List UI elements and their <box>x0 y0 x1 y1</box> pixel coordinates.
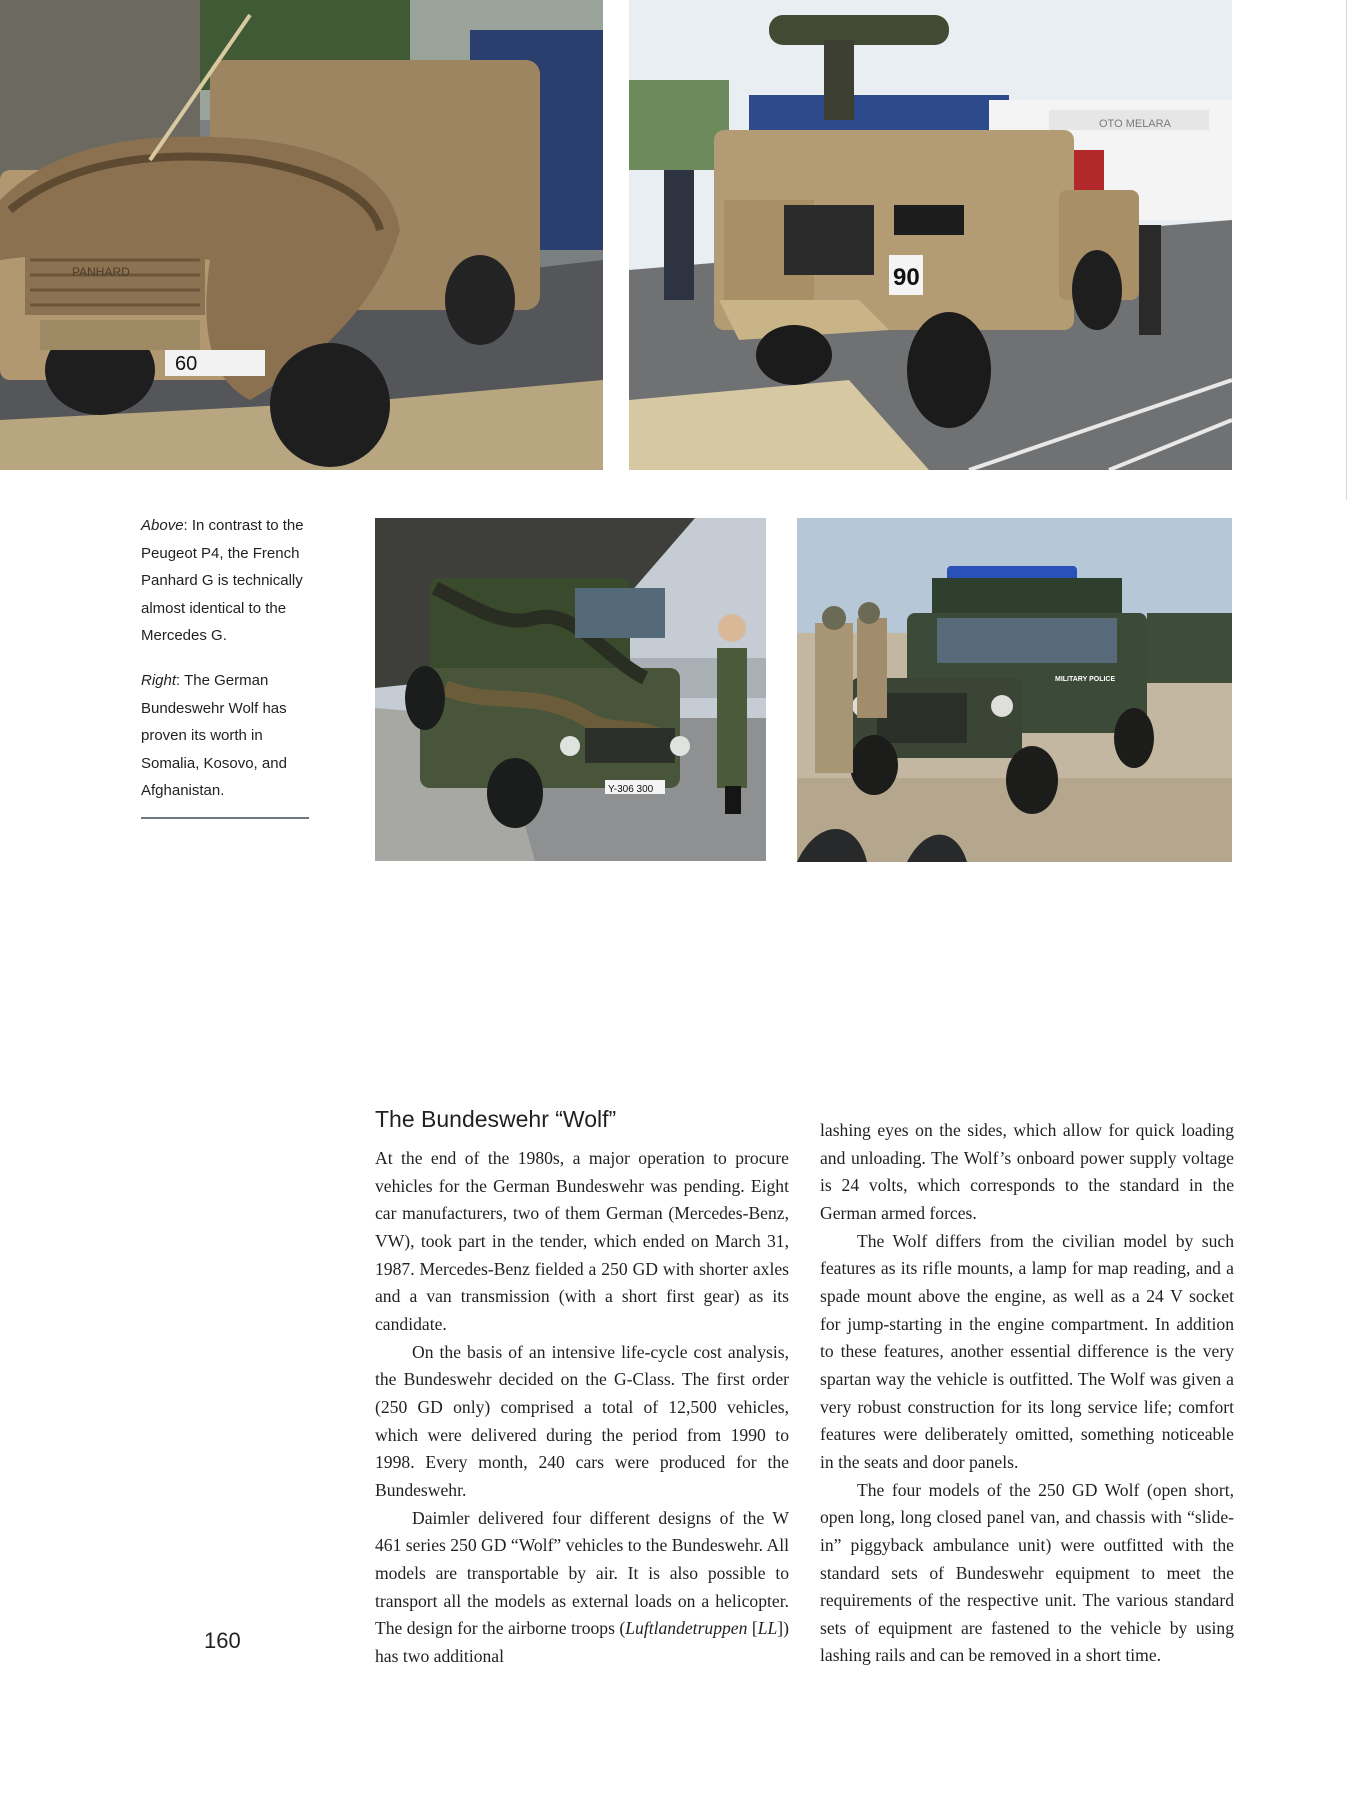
paragraph-italic-term: Luftlandetruppen <box>625 1618 748 1639</box>
paragraph-text: ]) has two additional <box>375 1618 789 1666</box>
article-column-left <box>375 1145 789 1670</box>
caption-above-label: Above <box>141 517 184 534</box>
section-title: The Bundeswehr “Wolf” <box>375 1106 617 1132</box>
caption-above-text: : In contrast to the Peugeot P4, the French Panhard G is technically almost identical to the Mercedes G. <box>141 517 304 645</box>
tl-plate-text: 60 <box>175 353 198 375</box>
paragraph-text: Daimler delivered four different designs of the W 461 series 250 GD “Wolf” vehicles to the Bundeswehr. All models are transportable by air. It is also possible to transport all the models as external loads on a helicopter. The design for the airborne troops ( <box>375 1507 789 1639</box>
br-door-text: MILITARY POLICE <box>1055 676 1116 683</box>
article-paragraph <box>375 1505 789 1671</box>
page-number: 160 <box>204 1628 241 1653</box>
paragraph-italic-abbrev: LL <box>757 1618 778 1639</box>
caption-right-text: : The German Bundeswehr Wolf has proven its worth in Somalia, Kosovo, and Afghanistan. <box>141 671 287 800</box>
article-column-right <box>820 1117 1234 1670</box>
photo-captions <box>141 512 311 822</box>
article-paragraph: At the end of the 1980s, a major operation to procure vehicles for the German Bundeswehr was pending. Eight car manufacturers, two of them German (Mercedes-Benz, VW), took part in the tender, which ended on March 31, 1987. Mercedes-Benz fielded a 250 GD with shorter axles and a van transmission (with a short first gear) as its candidate. <box>375 1148 789 1334</box>
article-paragraph: lashing eyes on the sides, which allow for quick loading and unloading. The Wolf’s onboard power supply voltage is 24 volts, which corresponds to the standard in the German armed forces. <box>820 1120 1234 1223</box>
photo-wolf-aircraft-unloading <box>375 518 766 861</box>
tr-vehicle-number: 90 <box>893 264 920 291</box>
photo-panhard-camouflaged <box>0 0 603 470</box>
caption-right-label: Right <box>141 671 177 689</box>
bl-plate-text: Y-306 300 <box>608 784 654 795</box>
caption-divider <box>141 817 309 819</box>
article-paragraph: The Wolf differs from the civilian model by such features as its rifle mounts, a lamp for map reading, and a spade mount above the engine, as well as a 24 V socket for jump-starting in the engine compartment. In addition to these features, another essential difference is the very spartan way the vehicle is outfitted. The Wolf was given a very robust construction for its long service life; comfort features were deliberately omitted, something noticeable in the seats and door panels. <box>820 1230 1234 1472</box>
caption-above <box>141 512 311 650</box>
article-paragraph: The four models of the 250 GD Wolf (open short, open long, long closed panel van, and chassis with “slide-in” piggyback ambulance unit) were outfitted with the standard sets of Bundeswehr equipment to meet the requirements of the respective unit. The various standard sets of equipment are fastened to the vehicle by using lashing rails and can be removed in a short time. <box>820 1479 1234 1666</box>
article-paragraph: On the basis of an intensive life-cycle cost analysis, the Bundeswehr decided on the G-Class. The first order (250 GD only) comprised a total of 12,500 vehicles, which were delivered during the period from 1990 to 1998. Every month, 240 cars were produced for the Bundeswehr. <box>375 1341 789 1500</box>
caption-right <box>141 667 311 805</box>
paragraph-text: [ <box>747 1618 758 1639</box>
tl-grille-text: PANHARD <box>72 265 130 279</box>
photo-wolf-military-police <box>797 518 1232 862</box>
page-edge-line <box>1346 0 1347 500</box>
photo-panhard-missile-launcher <box>629 0 1232 470</box>
tr-booth-sign: OTO MELARA <box>1099 118 1171 130</box>
